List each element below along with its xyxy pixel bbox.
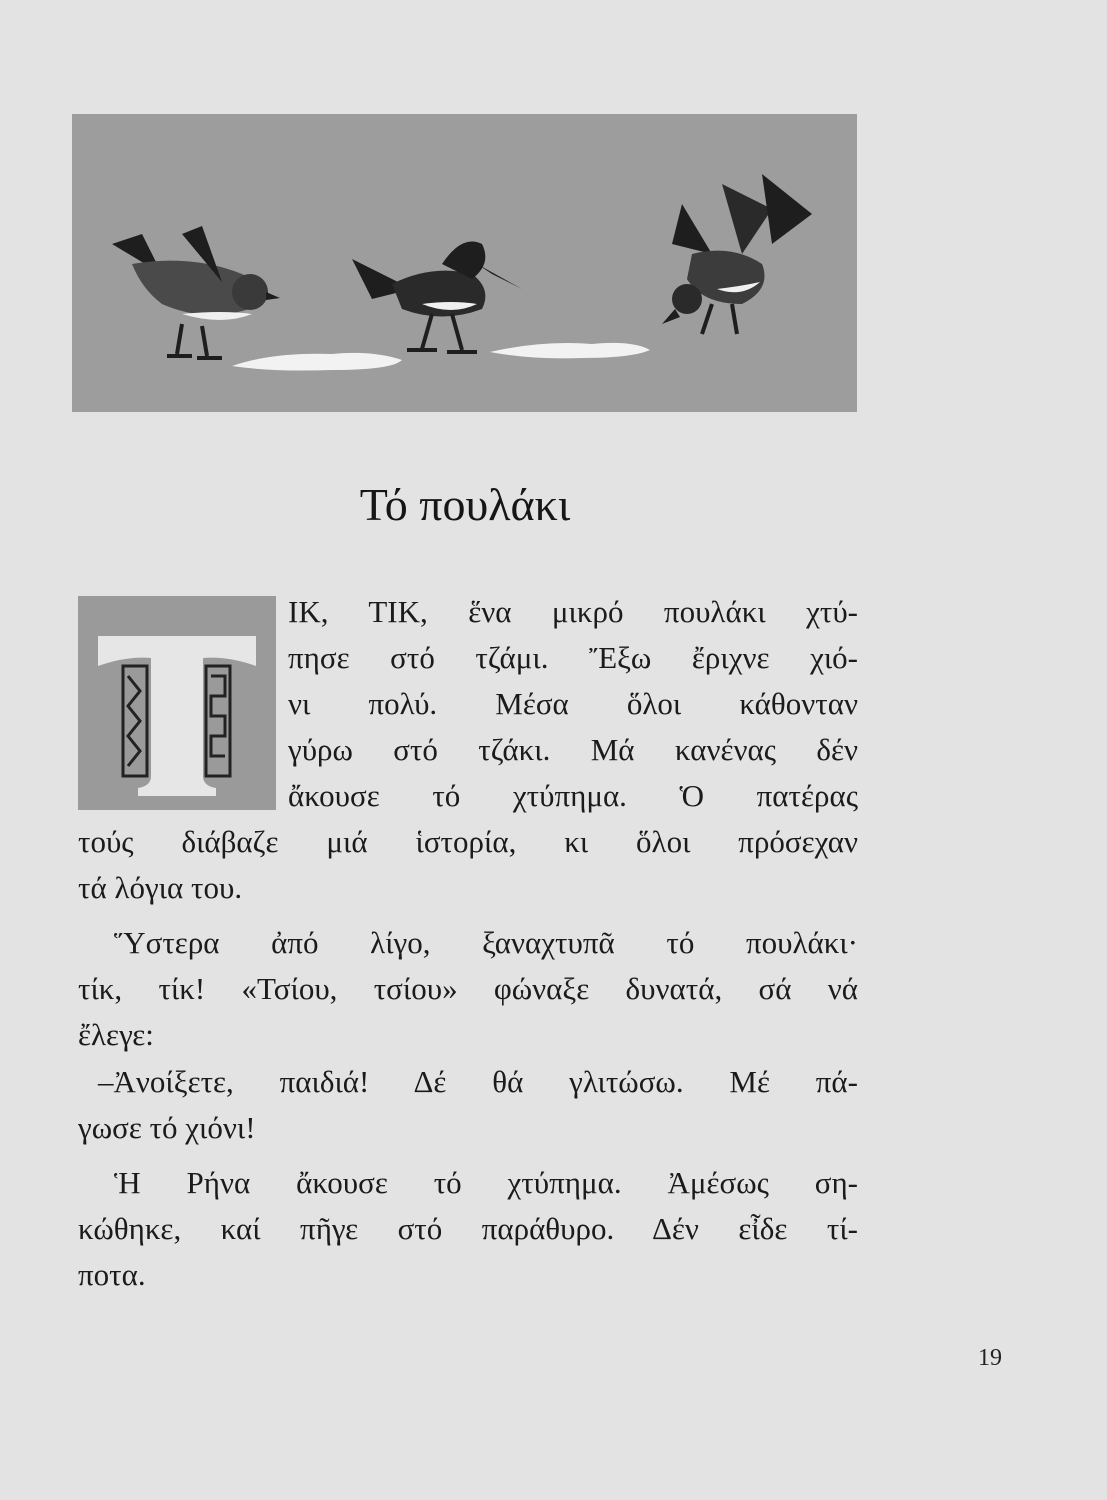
text-line: πησε στό τζάμι. Ἔξω ἔριχνε χιό- [288, 640, 858, 675]
text-line: ποτα. [78, 1257, 146, 1292]
page-number: 19 [978, 1345, 1002, 1371]
text-line: τούς διάβαζε μιά ἱστορία, κι ὅλοι πρόσεχαν [78, 824, 858, 859]
text-line: γωσε τό χιόνι! [78, 1110, 256, 1145]
svg-text:T: T [176, 806, 178, 807]
text-line: ἄκουσε τό χτύπημα. Ὁ πατέρας [288, 778, 858, 813]
paragraph-3 [78, 1059, 858, 1151]
text-line: Ὕστερα ἀπό λίγο, ξαναχτυπᾶ τό πουλάκι· [114, 925, 858, 960]
text-line: γύρω στό τζάκι. Μά κανένας δέν [288, 732, 858, 767]
text-line: –Ἀνοίξετε, παιδιά! Δέ θά γλιτώσω. Μέ πά- [98, 1064, 858, 1099]
text-line: ΙΚ, ΤΙΚ, ἕνα μικρό πουλάκι χτύ- [288, 594, 858, 629]
bird-left-icon [112, 226, 280, 358]
paragraph-1-indented [288, 589, 858, 819]
paragraph-2 [78, 920, 858, 1058]
paragraph-4 [78, 1160, 858, 1298]
chapter-title: Τό πουλάκι [359, 479, 571, 530]
bird-right-icon [662, 174, 812, 334]
paragraph-1-continued [78, 819, 858, 911]
text-line: τά λόγια του. [78, 870, 243, 905]
text-line: Ἡ Ρήνα ἄκουσε τό χτύπημα. Ἀμέσως ση- [114, 1165, 858, 1200]
text-line: νι πολύ. Μέσα ὅλοι κάθονταν [288, 686, 858, 721]
drop-cap [78, 596, 276, 810]
bird-middle-icon [352, 242, 522, 353]
birds-illustration [72, 114, 857, 412]
text-line: κώθηκε, καί πῆγε στό παράθυρο. Δέν εἶδε τί- [78, 1211, 858, 1246]
text-line: ἔλεγε: [78, 1017, 154, 1052]
text-line: τίκ, τίκ! «Τσίου, τσίου» φώναξε δυνατά, σά νά [78, 971, 858, 1006]
